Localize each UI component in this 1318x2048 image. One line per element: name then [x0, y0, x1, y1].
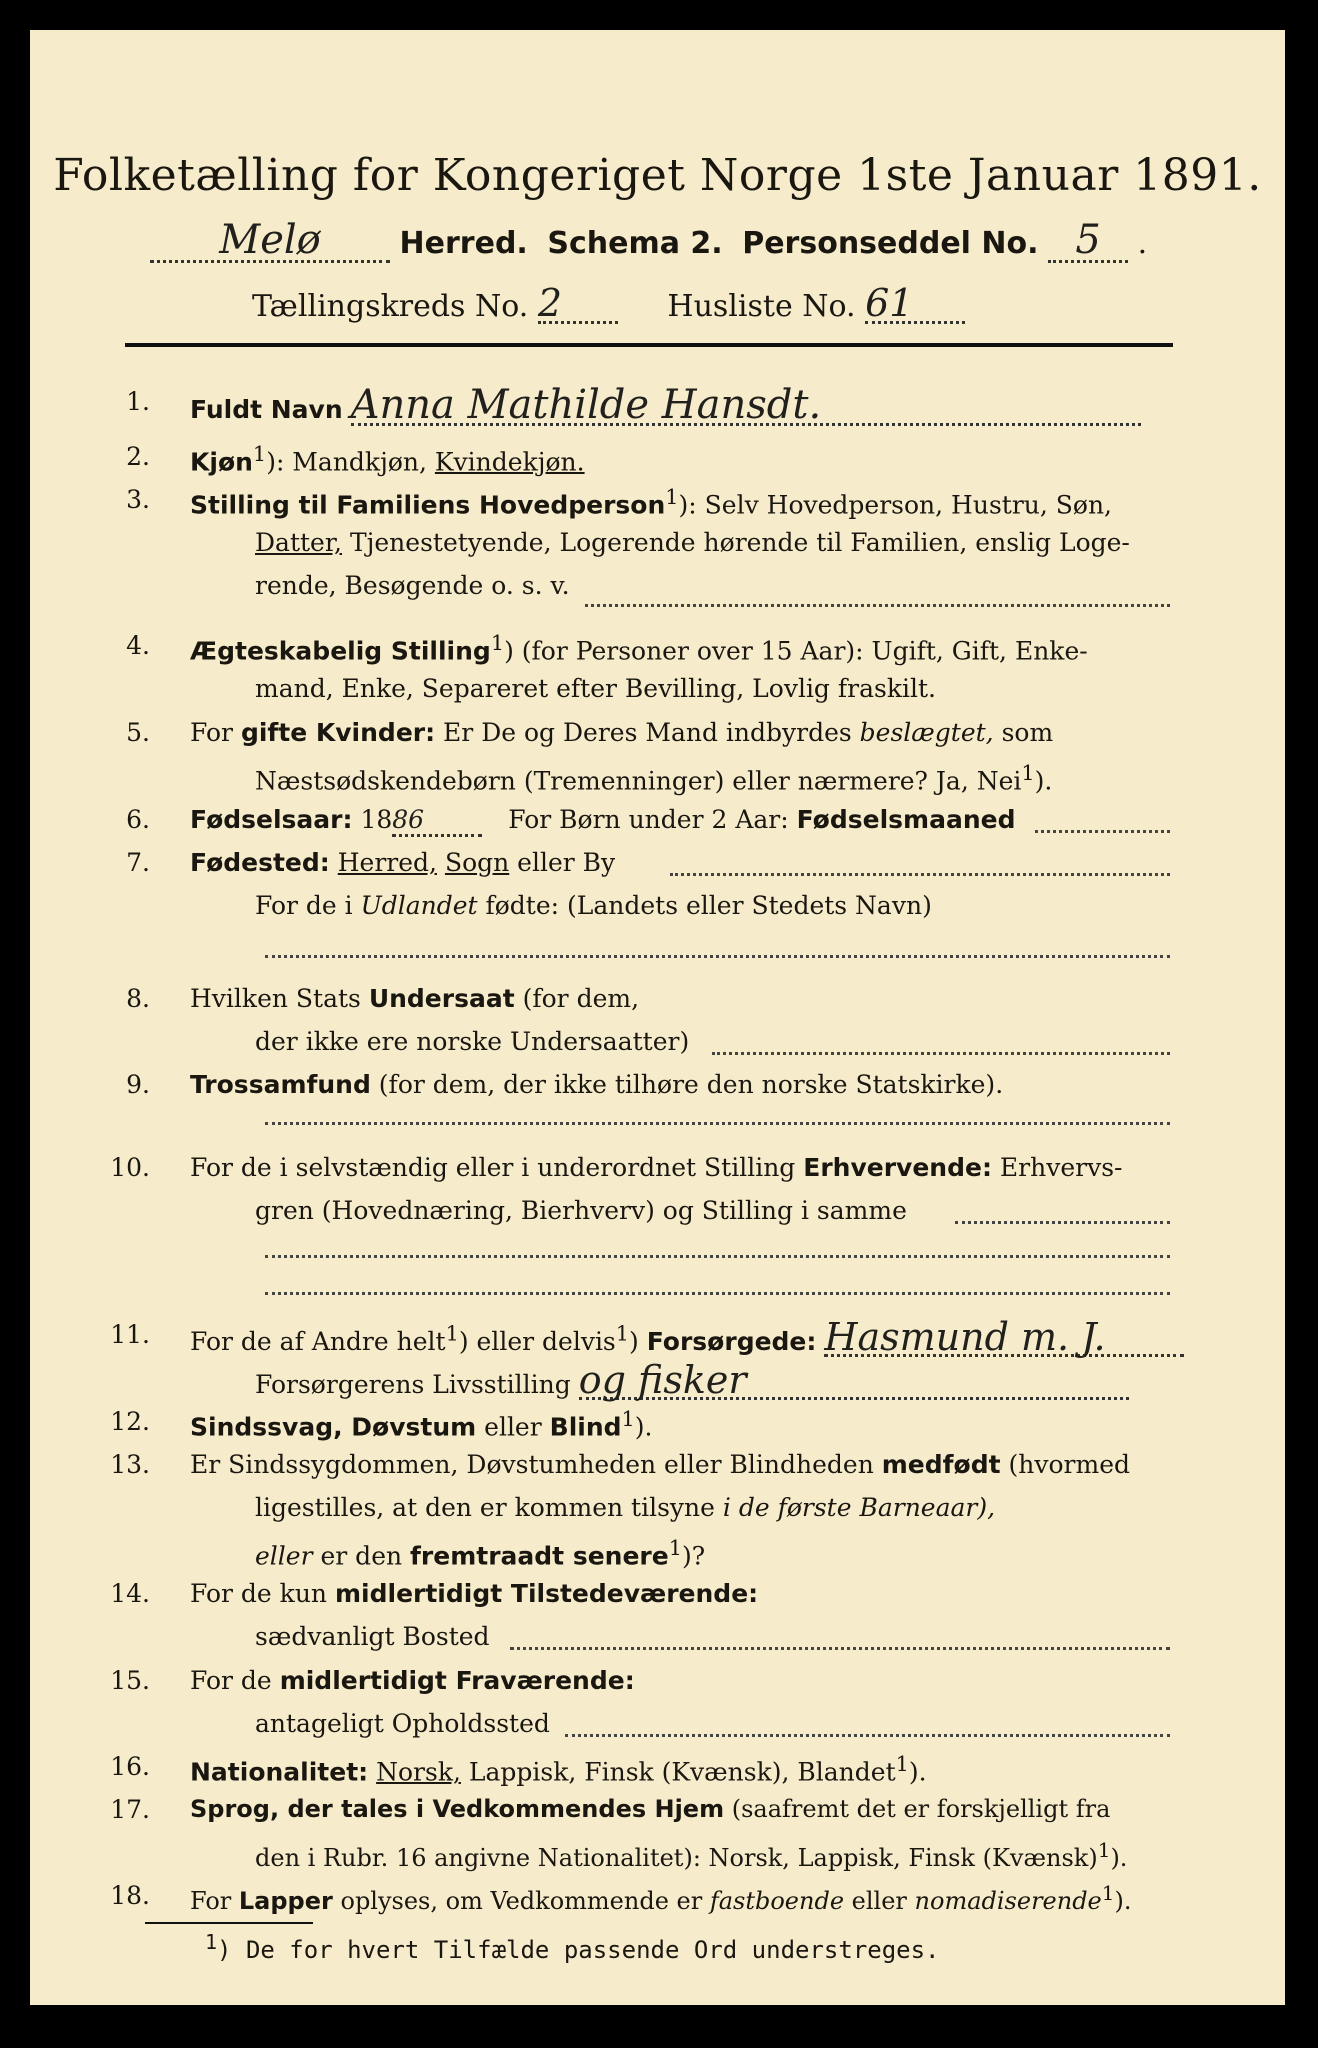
field-7-line2b: fødte: (Landets eller Stedets Navn) [477, 891, 932, 920]
field-15-row-2 [255, 1709, 550, 1738]
field-3-sup: 1 [665, 485, 679, 509]
field-11-text3: ) [629, 1327, 647, 1356]
field-6-dotline [1035, 830, 1170, 833]
field-11-line2: Forsørgerens Livsstilling [255, 1370, 571, 1399]
husliste-value: 61 [865, 285, 965, 324]
field-10-text: For de i selvstændig eller i underordnet Stilling [190, 1153, 804, 1182]
field-2-row [190, 442, 585, 476]
field-8-dotline [712, 1052, 1170, 1055]
kreds-value: 2 [538, 285, 618, 324]
field-9-dotline [265, 1122, 1170, 1125]
field-7-sel-herred: Herred, [337, 848, 437, 877]
field-16-selected: Norsk, [376, 1757, 461, 1787]
field-14-dotline [510, 1647, 1170, 1650]
field-2-sup: 1 [252, 442, 267, 466]
herred-value: Melø [150, 220, 390, 263]
field-5-number: 5. [126, 718, 150, 747]
field-16-text: Lappisk, Finsk (Kvænsk), Blandet [460, 1757, 896, 1787]
field-3-label: Stilling til Familiens Hovedperson [190, 490, 666, 520]
field-15-label: midlertidigt Fraværende: [279, 1666, 635, 1695]
footnote [205, 1930, 940, 1964]
field-7-text: eller By [509, 848, 616, 877]
field-15-dotline [565, 1734, 1170, 1737]
field-5-row [190, 718, 1053, 747]
footnote-text: ) De for hvert Tilfælde passende Ord understreges. [217, 1936, 940, 1964]
field-15-text: For de [190, 1666, 280, 1695]
personseddel-label: Personseddel No. [742, 226, 1039, 261]
field-4-sup: 1 [490, 631, 505, 655]
kreds-label: Tællingskreds No. [252, 289, 529, 324]
field-7-line2-italic: Udlandet [360, 891, 478, 920]
field-10-dotline-2 [265, 1255, 1170, 1258]
field-7-line2a: For de i [255, 891, 361, 920]
header-rule [125, 343, 1173, 347]
field-13-line3-italic: eller [255, 1541, 313, 1571]
field-3-number: 3. [126, 485, 150, 514]
field-16-sup: 1 [895, 1752, 909, 1776]
kreds-line [252, 281, 965, 325]
field-14-number: 14. [110, 1579, 150, 1608]
form-title: Folketælling for Kongeriget Norge 1ste Januar 1891. [53, 150, 1262, 201]
birth-year-value: 86 [392, 805, 482, 837]
field-11-text2: ) eller delvis [458, 1327, 616, 1356]
provider-value: Hasmund m. J. [824, 1320, 1184, 1357]
field-1-row [190, 382, 1141, 428]
field-3-line2: Tjenestetyende, Logerende hørende til Familien, enslig Loge- [342, 528, 1130, 557]
field-11-sup1: 1 [445, 1321, 459, 1346]
field-11-sup2: 1 [615, 1321, 630, 1346]
field-6-text: For Børn under 2 Aar: [508, 805, 797, 834]
field-3-dotline [585, 604, 1170, 607]
field-6-number: 6. [126, 805, 150, 834]
herred-label: Herred. [399, 226, 528, 261]
field-4-row [190, 631, 1088, 665]
field-14-row [190, 1579, 758, 1608]
field-18-italic-2: nomadiserende [914, 1887, 1102, 1915]
field-8-row [190, 984, 639, 1013]
field-7-number: 7. [126, 848, 150, 877]
field-5-line2: Næstsødskendebørn (Tremenninger) eller nærmere? Ja, Nei [255, 766, 1022, 796]
field-11-text: For de af Andre helt [190, 1327, 446, 1356]
field-17-line2: den i Rubr. 16 angivne Nationalitet): Norsk, Lappisk, Finsk (Kvænsk) [255, 1844, 1098, 1872]
field-12-sup: 1 [621, 1407, 635, 1431]
field-12-label2: Blind [549, 1412, 622, 1442]
field-14-text: For de kun [190, 1579, 335, 1608]
field-13-line2a: ligestilles, at den er kommen tilsyne [255, 1493, 723, 1522]
field-10-dotline-3 [265, 1292, 1170, 1295]
field-13-text2: (hvormed [1000, 1450, 1130, 1479]
field-15-row [190, 1666, 635, 1695]
field-4-number: 4. [126, 631, 150, 660]
field-14-line2: sædvanligt Bosted [255, 1622, 490, 1651]
field-11-row [190, 1315, 1184, 1359]
provider-occupation-value: og fisker [579, 1363, 1129, 1400]
field-13-row-3 [255, 1536, 705, 1570]
field-8-label: Undersaat [368, 984, 515, 1013]
field-10-row [190, 1153, 1122, 1182]
field-16-label: Nationalitet: [190, 1757, 369, 1787]
field-12-row: Sindssvag, Døvstum eller Blind$^1$). [190, 1407, 653, 1442]
field-10-text2: Erhvervs- [991, 1153, 1123, 1182]
field-8-text: (for dem, [514, 984, 640, 1013]
field-12-label: Sindssvag, Døvstum [190, 1412, 477, 1442]
field-5-label: gifte Kvinder: [240, 718, 436, 747]
field-7-dotline [670, 873, 1170, 876]
field-13-sup: 1 [668, 1536, 682, 1560]
field-9-row [190, 1070, 1003, 1099]
field-18-text3: eller [844, 1887, 915, 1915]
birth-year-prefix: 18 [360, 805, 393, 834]
field-13-row [190, 1450, 1130, 1479]
field-17-sup: 1 [1097, 1838, 1111, 1862]
field-5-line1b: som [993, 718, 1054, 747]
field-17-row [190, 1795, 1110, 1823]
field-3-line1: ): Selv Hovedperson, Hustru, Søn, [678, 490, 1113, 520]
field-4-label: Ægteskabelig Stilling [190, 636, 491, 666]
field-6-row [190, 805, 1015, 837]
field-18-number: 18. [110, 1881, 150, 1910]
field-10-label: Erhvervende: [803, 1153, 992, 1182]
field-14-row-2 [255, 1622, 490, 1651]
field-13-line3b: fremtraadt senere [410, 1541, 669, 1571]
field-9-label: Trossamfund [190, 1070, 371, 1099]
field-13-line3a: er den [312, 1541, 411, 1571]
field-13-row-2 [255, 1493, 995, 1522]
field-18-text: For [190, 1887, 239, 1915]
field-1-number: 1. [126, 387, 150, 416]
field-7-dotline-2 [265, 955, 1170, 958]
field-2-selected: Kvindekjøn. [434, 447, 585, 477]
field-10-line2: gren (Hovednæring, Bierhverv) og Stilling i samme [255, 1196, 907, 1225]
field-17-row-2: den i Rubr. 16 angivne Nationalitet): Norsk, Lappisk, Finsk (Kvænsk)$^1$). [255, 1838, 1128, 1872]
field-17-label: Sprog, der tales i Vedkommendes Hjem [190, 1795, 725, 1823]
field-14-label: midlertidigt Tilstedeværende: [334, 1579, 759, 1608]
field-2-label: Kjøn [190, 447, 253, 477]
field-6-label: Fødselsaar: [190, 805, 353, 834]
field-5-pre: For [190, 718, 241, 747]
field-10-number: 10. [110, 1153, 150, 1182]
field-7-row [190, 848, 615, 877]
field-18-text4: ). [1114, 1887, 1132, 1915]
full-name-value: Anna Mathilde Hansdt. [351, 387, 1141, 426]
field-11-number: 11. [110, 1320, 150, 1349]
personseddel-value: 5 [1048, 220, 1128, 263]
field-13-line2-italic: i de første Barneaar), [722, 1493, 996, 1522]
field-2-number: 2. [126, 442, 150, 471]
field-7-sel-sogn: Sogn [444, 848, 510, 877]
herred-line [150, 217, 1148, 263]
field-3-row-2 [255, 528, 1130, 557]
field-1-label: Fuldt Navn [190, 395, 343, 424]
field-4-row-2 [255, 674, 936, 703]
field-5-row-2: Næstsødskendebørn (Tremenninger) eller nærmere? Ja, Nei$^1$). [255, 761, 1053, 796]
field-8-line2: der ikke ere norske Undersaatter) [255, 1027, 690, 1056]
field-5-sup: 1 [1021, 761, 1035, 785]
field-18-row [190, 1881, 1132, 1915]
field-12-text: eller [476, 1412, 550, 1442]
field-10-row-2 [255, 1196, 907, 1225]
field-3-row-3 [255, 571, 570, 600]
field-3-row [190, 485, 1112, 519]
field-13-number: 13. [110, 1450, 150, 1479]
field-7-label: Fødested: [190, 848, 330, 877]
field-7-row-2 [255, 891, 932, 920]
field-9-text: (for dem, der ikke tilhøre den norske Statskirke). [370, 1070, 1004, 1099]
field-8-pre: Hvilken Stats [190, 984, 369, 1013]
field-6-label2: Fødselsmaaned [796, 805, 1016, 834]
field-5-italic: beslægtet, [859, 718, 994, 747]
field-17-number: 17. [110, 1795, 150, 1824]
field-16-number: 16. [110, 1752, 150, 1781]
husliste-label: Husliste No. [667, 289, 856, 324]
field-16-row: Nationalitet: Norsk, Lappisk, Finsk (Kvænsk), Blandet$^1$). [190, 1752, 927, 1787]
field-12-number: 12. [110, 1407, 150, 1436]
field-13-label: medfødt [881, 1450, 1001, 1479]
field-18-text2: oplyses, om Vedkommende er [332, 1887, 710, 1915]
field-4-line2: mand, Enke, Separeret efter Bevilling, Lovlig fraskilt. [255, 674, 936, 703]
field-17-text: (saafremt det er forskjelligt fra [724, 1795, 1111, 1823]
field-4-line1: ) (for Personer over 15 Aar): Ugift, Gift, Enke- [504, 636, 1088, 666]
field-10-dotline [955, 1221, 1170, 1224]
personseddel-dot: . [1137, 226, 1148, 261]
field-3-selected: Datter, [255, 528, 342, 557]
field-2-text: ): Mandkjøn, [266, 447, 435, 477]
field-3-line3: rende, Besøgende o. s. v. [255, 571, 570, 600]
field-11-row-2 [255, 1358, 1129, 1402]
field-13-text: Er Sindssygdommen, Døvstumheden eller Blindheden [190, 1450, 882, 1479]
field-18-italic-1: fastboende [709, 1887, 845, 1915]
field-5-line1: Er De og Deres Mand indbyrdes [435, 718, 860, 747]
field-8-number: 8. [126, 984, 150, 1013]
footnote-rule [145, 1922, 313, 1924]
field-13-line3c: )? [681, 1541, 706, 1571]
schema-label: Schema 2. [547, 226, 723, 261]
field-18-label: Lapper [238, 1887, 333, 1915]
field-11-label: Forsørgede: [646, 1327, 817, 1356]
census-form [30, 30, 1285, 2005]
field-8-row-2 [255, 1027, 689, 1056]
field-15-number: 15. [110, 1666, 150, 1695]
field-9-number: 9. [126, 1070, 150, 1099]
field-18-sup: 1 [1101, 1881, 1115, 1905]
footnote-mark: 1 [205, 1930, 218, 1954]
field-15-line2: antageligt Opholdssted [255, 1709, 550, 1738]
